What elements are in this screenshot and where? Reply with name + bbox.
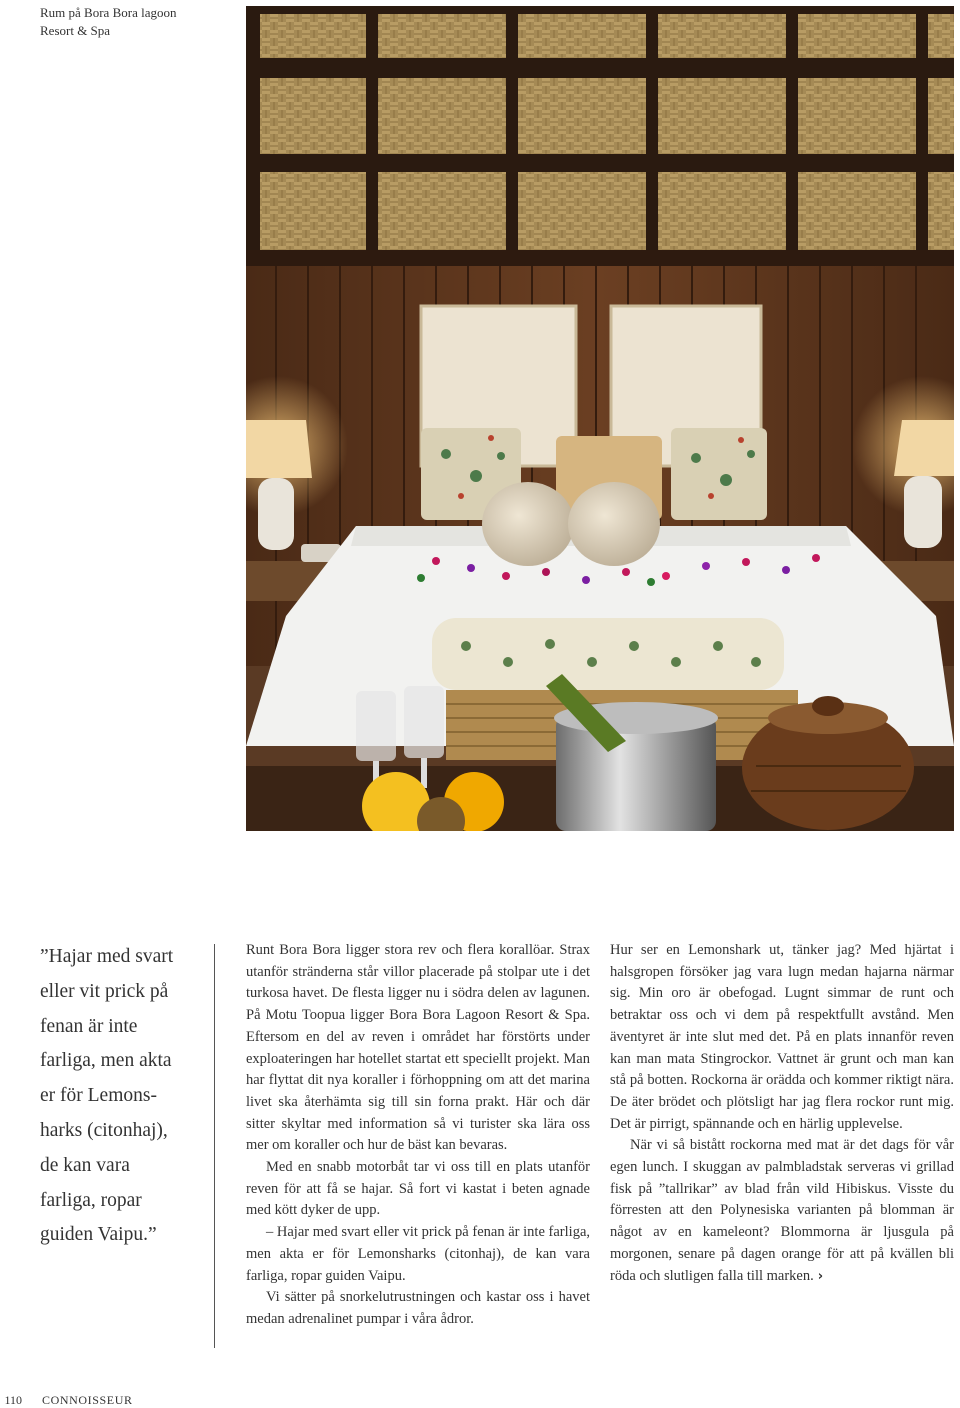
paragraph: Med en snabb motorbåt tar vi oss till en plats utanför reven för att få se hajar. Så fort vi kastat i beten agnade med kött dyker de upp.: [246, 1159, 590, 1219]
pull-quote-line: guiden Vaipu.”: [40, 1224, 157, 1246]
column-divider: [214, 944, 215, 1348]
paragraph: – Hajar med svart eller vit prick på fenan är inte farliga, men akta er för Lemonsharks (citonhaj), de kan vara farliga, ropar guiden Vaipu.: [246, 1224, 590, 1284]
pull-quote-line: eller vit prick på: [40, 980, 169, 1002]
bedroom-illustration: [246, 6, 954, 831]
pull-quote-line: ”Hajar med svart: [40, 946, 174, 967]
page-number: 110: [4, 1393, 22, 1407]
pull-quote-line: farliga, men akta: [40, 1050, 172, 1072]
publication-name: CONNOISSEUR: [42, 1393, 133, 1407]
pull-quote-line: harks (citonhaj),: [40, 1119, 168, 1141]
pull-quote: [40, 940, 200, 1253]
continue-arrow-icon: ›: [817, 1268, 824, 1284]
photo-caption: [40, 4, 230, 40]
paragraph-text: När vi så bistått rockorna med mat är det dags för vår egen lunch. I skuggan av palmbladstak serveras vi grillad fisk på ”tallrikar” av blad från vild Hibiskus. Visste du förresten att den Polynesiska varianten på blomman är något av en kameleont? Blommorna är ljusgula på morgonen, senare på dagen orange för att på kvällen bli röda och slutligen falla till marken.: [610, 1137, 954, 1284]
hotel-room-photo: [246, 6, 954, 831]
pull-quote-line: er för Lemons-: [40, 1085, 157, 1107]
pull-quote-line: farliga, ropar: [40, 1189, 142, 1211]
caption-line-1: Rum på Bora Bora lagoon: [40, 5, 177, 20]
paragraph: Runt Bora Bora ligger stora rev och flera korallöar. Strax utanför stränderna står villor placerade på stolpar ute i det turkosa havet. De flesta ligger nu i södra delen av lagunen. På Motu Toopua ligger Bora Bora Lagoon Resort & Spa. Eftersom en del av reven i området har förstörts under exploateringen har hotellet startat ett speciellt projekt. Man har flyttat dit nya koraller i förhoppning om att det marina livet ska återhämta sig till sin forna prakt. Här och där sitter skyltar med information så vi turister ska lära oss mer om koraller och hur de bäst kan bevaras.: [246, 942, 590, 1154]
paragraph: Hur ser en Lemonshark ut, tänker jag? Med hjärtat i halsgropen försöker jag vara lugn medan hajarna närmar sig. Min oro är obefogad. Lugnt simmar de runt och betraktar oss och vi dem på respektfullt avstånd. Men äventyret är inte slut med det. På en plats innanför reven kan man mata Stingrockor. Vattnet är grunt och man kan stå på botten. Rockorna är orädda och kommer riktigt nära. De äter brödet och plötsligt har jag flera rockor runt mig. Det är pirrigt, spännande och en härlig upplevelse.: [610, 942, 954, 1132]
article-column-2: [610, 940, 954, 1287]
article-column-1: [246, 940, 590, 1331]
pull-quote-line: de kan vara: [40, 1154, 130, 1176]
pull-quote-line: fenan är inte: [40, 1015, 138, 1037]
caption-line-2: Resort & Spa: [40, 23, 111, 38]
paragraph: [610, 1135, 954, 1287]
paragraph: Vi sätter på snorkelutrustningen och kastar oss i havet medan adrenalinet pumpar i våra ådror.: [246, 1289, 590, 1327]
